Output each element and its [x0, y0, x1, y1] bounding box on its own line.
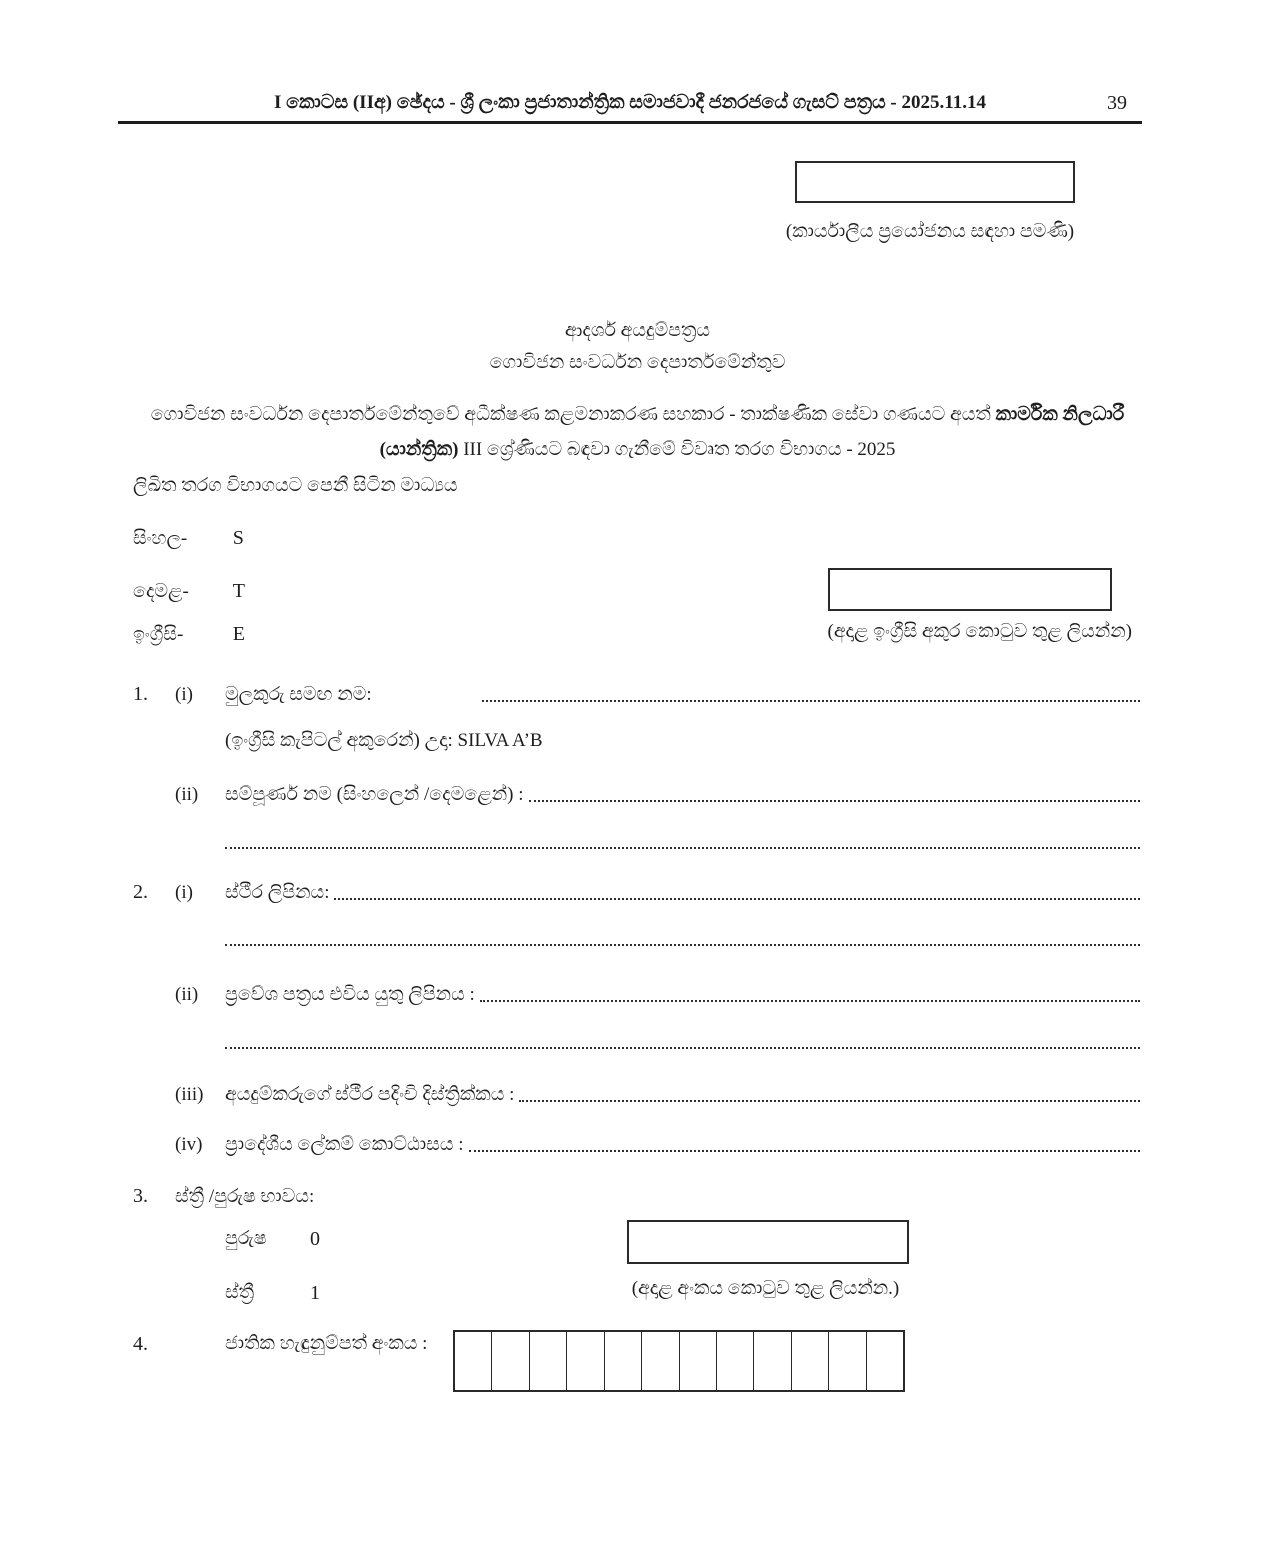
- q3-row: [133, 1180, 1140, 1208]
- nic-cell[interactable]: [792, 1332, 829, 1390]
- language-code-sinhala: S: [232, 527, 244, 549]
- exam-title-line1: ගොවිජන සංවර්ධන දෙපාර්තමේන්තුවේ අධීක්ෂණ කළමනාකරණ සහකාර - තාක්ෂණික සේවා ගණයට අයත් කාර්මික නිලධාරී: [150, 404, 1125, 425]
- q3-option-female-label: ස්ත්‍රී: [225, 1282, 255, 1303]
- q3-option-female-value: 1: [310, 1282, 320, 1304]
- nic-cell[interactable]: [455, 1332, 492, 1390]
- medium-box-caption: (අදාළ ඉංග්‍රීසි අකුර කොටුව තුළ ලියන්න): [827, 621, 1132, 642]
- q1-i-note: (ඉංග්‍රීසි කැපිටල් අකුරෙන්) උදා: SILVA A’B: [225, 730, 543, 751]
- q2-iii-label: අයදුම්කරුගේ ස්ථීර පදිංචි දිස්ත්‍රික්කය :: [225, 1084, 515, 1105]
- q2-i-answer-line[interactable]: [334, 898, 1140, 900]
- q2-ii-answer-line[interactable]: [480, 1000, 1140, 1002]
- language-row-english: [133, 623, 245, 646]
- q2-ii-row: [133, 978, 1140, 1006]
- language-label-tamil: දෙමළ-: [133, 581, 189, 602]
- q2-iii-answer-line[interactable]: [519, 1100, 1140, 1102]
- nic-grid: [453, 1330, 905, 1392]
- form-title: ආදර්ශ අයදුම්පත්‍රය: [564, 320, 711, 341]
- q2-ii-numeral: (ii): [175, 984, 199, 1005]
- q4-label: ජාතික හැඳුනුම්පත් අංකය :: [225, 1333, 428, 1354]
- q2-iv-label: ප්‍රාදේශීය ලේකම් කොට්ඨාසය :: [225, 1134, 464, 1155]
- q3-number: 3.: [133, 1185, 148, 1207]
- q2-i-label: ස්ථීර ලිපිනය:: [225, 882, 330, 903]
- q2-i-row: [133, 876, 1140, 904]
- q3-gender-box[interactable]: [627, 1220, 909, 1264]
- exam-title-line2: (යාන්ත්‍රික) III ශ්‍රේණියට බඳවා ගැනීමේ විවෘත තරග විභාගය - 2025: [379, 439, 896, 460]
- nic-cell[interactable]: [680, 1332, 717, 1390]
- nic-cell[interactable]: [754, 1332, 791, 1390]
- nic-cell[interactable]: [605, 1332, 642, 1390]
- office-use-caption: (කාර්යාලීය ප්‍රයෝජනය සඳහා පමණි): [785, 221, 1075, 242]
- q2-number: 2.: [133, 881, 148, 903]
- language-code-english: E: [232, 623, 245, 645]
- q1-ii-answer-line-2[interactable]: [225, 847, 1140, 849]
- q4-number: 4.: [133, 1333, 148, 1355]
- office-use-box[interactable]: [795, 161, 1075, 203]
- q2-iv-numeral: (iv): [175, 1134, 203, 1155]
- q1-ii-answer-line[interactable]: [529, 800, 1140, 802]
- language-code-tamil: T: [232, 580, 245, 602]
- q1-i-label: මුලකුරු සමඟ නම:: [225, 684, 372, 705]
- language-label-english: ඉංග්‍රීසි-: [133, 624, 184, 645]
- department-title: ගොවිජන සංවර්ධන දෙපාර්තමේන්තුව: [489, 352, 786, 373]
- q2-iii-row: [133, 1078, 1140, 1106]
- q2-i-answer-line-2[interactable]: [225, 944, 1140, 946]
- medium-heading: ලිඛිත තරග විභාගයට පෙනී සිටින මාධ්‍යය: [133, 475, 458, 496]
- nic-cell[interactable]: [642, 1332, 679, 1390]
- q3-box-caption: (අදාළ අංකය කොටුව තුළ ලියන්න.): [631, 1278, 900, 1299]
- q1-ii-row: [133, 778, 1140, 806]
- language-row-tamil: [133, 580, 245, 603]
- page-number: 39: [1107, 92, 1127, 114]
- q2-ii-label: ප්‍රවේශ පත්‍රය එවිය යුතු ලිපිනය :: [225, 984, 475, 1005]
- q2-ii-answer-line-2[interactable]: [225, 1047, 1140, 1049]
- nic-cell[interactable]: [530, 1332, 567, 1390]
- q2-iv-answer-line[interactable]: [469, 1150, 1140, 1152]
- language-row-sinhala: [133, 527, 244, 550]
- exam-title: [70, 397, 1205, 467]
- q1-ii-label: සම්පූර්ණ නම (සිංහලෙන් /දෙමළෙන්) :: [225, 784, 524, 805]
- language-label-sinhala: සිංහල-: [133, 528, 188, 549]
- q3-label: ස්ත්‍රී /පුරුෂ භාවය:: [175, 1186, 315, 1207]
- q2-iii-numeral: (iii): [175, 1084, 204, 1105]
- q1-number: 1.: [133, 683, 148, 705]
- medium-letter-box[interactable]: [828, 568, 1112, 611]
- q1-i-row: [133, 678, 1140, 706]
- q3-option-male-label: පුරුෂ: [225, 1228, 267, 1249]
- nic-cell[interactable]: [567, 1332, 604, 1390]
- nic-cell[interactable]: [867, 1332, 903, 1390]
- q3-option-male-value: 0: [310, 1228, 320, 1250]
- q1-i-answer-line[interactable]: [482, 700, 1140, 702]
- gazette-header-title: I කොටස (IIඅ) ඡේදය - ශ්‍රී ලංකා ප්‍රජාතාන්ත්‍රික සමාජවාදී ජනරජයේ ගැසට් පත්‍රය - 2025.11.14: [274, 92, 986, 113]
- nic-cell[interactable]: [829, 1332, 866, 1390]
- q2-i-numeral: (i): [175, 882, 193, 903]
- header-rule: [118, 121, 1142, 124]
- nic-cell[interactable]: [492, 1332, 529, 1390]
- q2-iv-row: [133, 1128, 1140, 1156]
- q1-i-numeral: (i): [175, 684, 193, 705]
- q1-ii-numeral: (ii): [175, 784, 199, 805]
- nic-cell[interactable]: [717, 1332, 754, 1390]
